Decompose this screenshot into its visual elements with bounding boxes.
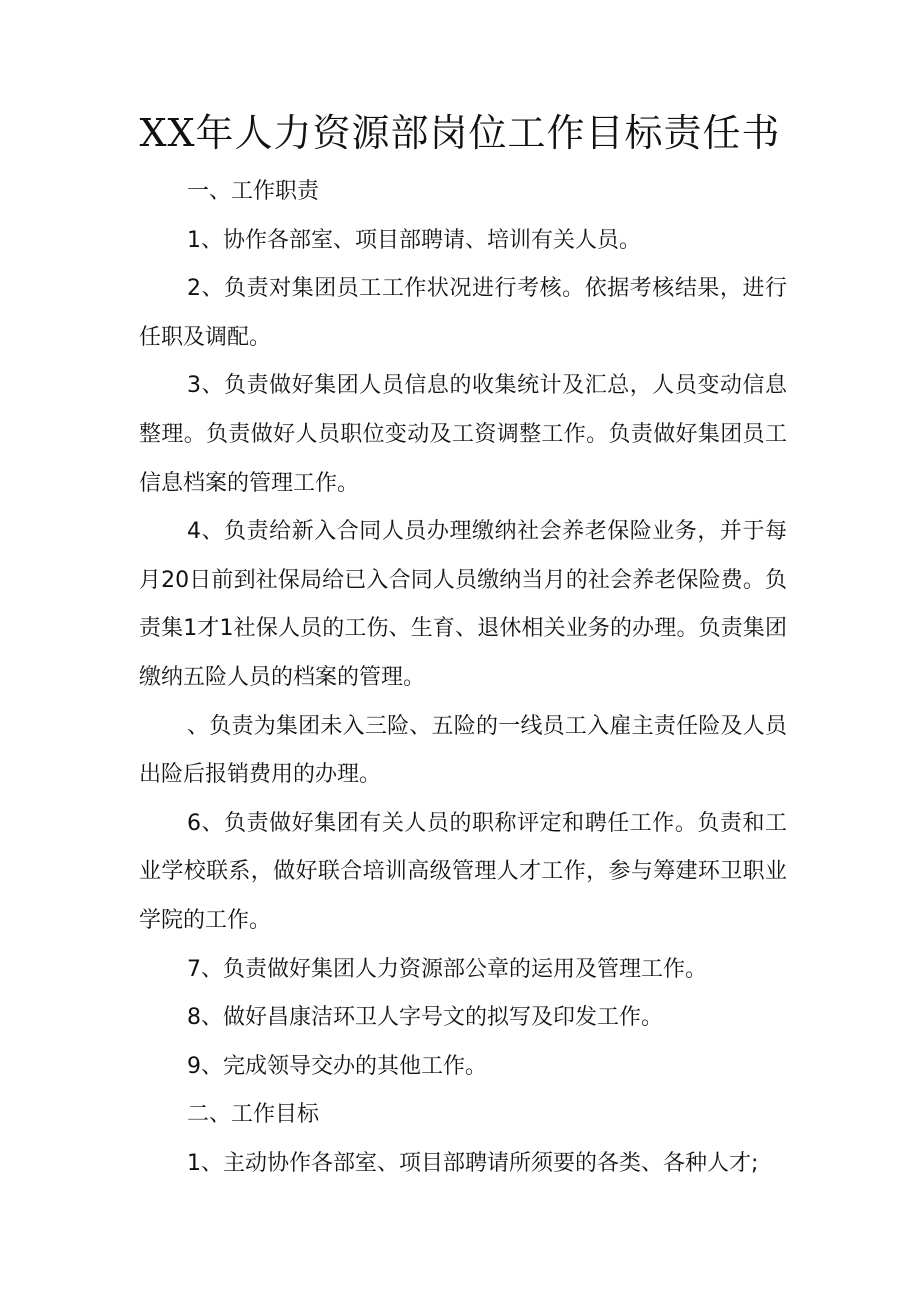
- duty-item-4: 4、负责给新入合同人员办理缴纳社会养老保险业务，并于每月20日前到社保局给已入合同人员缴纳当月的社会养老保险费。负责集1才1社保人员的工伤、生育、退休相关业务的办理。负责集团缴纳五险人员的档案的管理。: [139, 519, 787, 690]
- section-heading-duties: 一、工作职责: [187, 179, 320, 204]
- duty-item-6: 6、负责做好集团有关人员的职称评定和聘任工作。负责和工业学校联系，做好联合培训高级管理人才工作，参与筹建环卫职业学院的工作。: [139, 810, 787, 933]
- goal-item-1: 1、主动协作各部室、项目部聘请所须要的各类、各种人才;: [187, 1150, 759, 1176]
- duty-item-5: 、负责为集团未入三险、五险的一线员工入雇主责任险及人员出险后报销费用的办理。: [139, 713, 787, 788]
- section-heading-goals: 二、工作目标: [187, 1102, 320, 1128]
- duty-item-7: 7、负责做好集团人力资源部公章的运用及管理工作。: [187, 956, 707, 982]
- duty-item-8: 8、做好昌康洁环卫人字号文的拟写及印发工作。: [187, 1005, 663, 1031]
- document-body: [139, 168, 787, 1188]
- duty-item-9: 9、完成领导交办的其他工作。: [187, 1053, 487, 1079]
- duty-item-2: 2、负责对集团员工工作状况进行考核。依据考核结果，进行任职及调配。: [139, 276, 787, 350]
- document-title: XX年人力资源部岗位工作目标责任书: [139, 111, 781, 155]
- duty-item-3: 3、负责做好集团人员信息的收集统计及汇总，人员变动信息整理。负责做好人员职位变动及工资调整工作。负责做好集团员工信息档案的管理工作。: [139, 373, 787, 496]
- duty-item-1: 1、协作各部室、项目部聘请、培训有关人员。: [187, 227, 641, 253]
